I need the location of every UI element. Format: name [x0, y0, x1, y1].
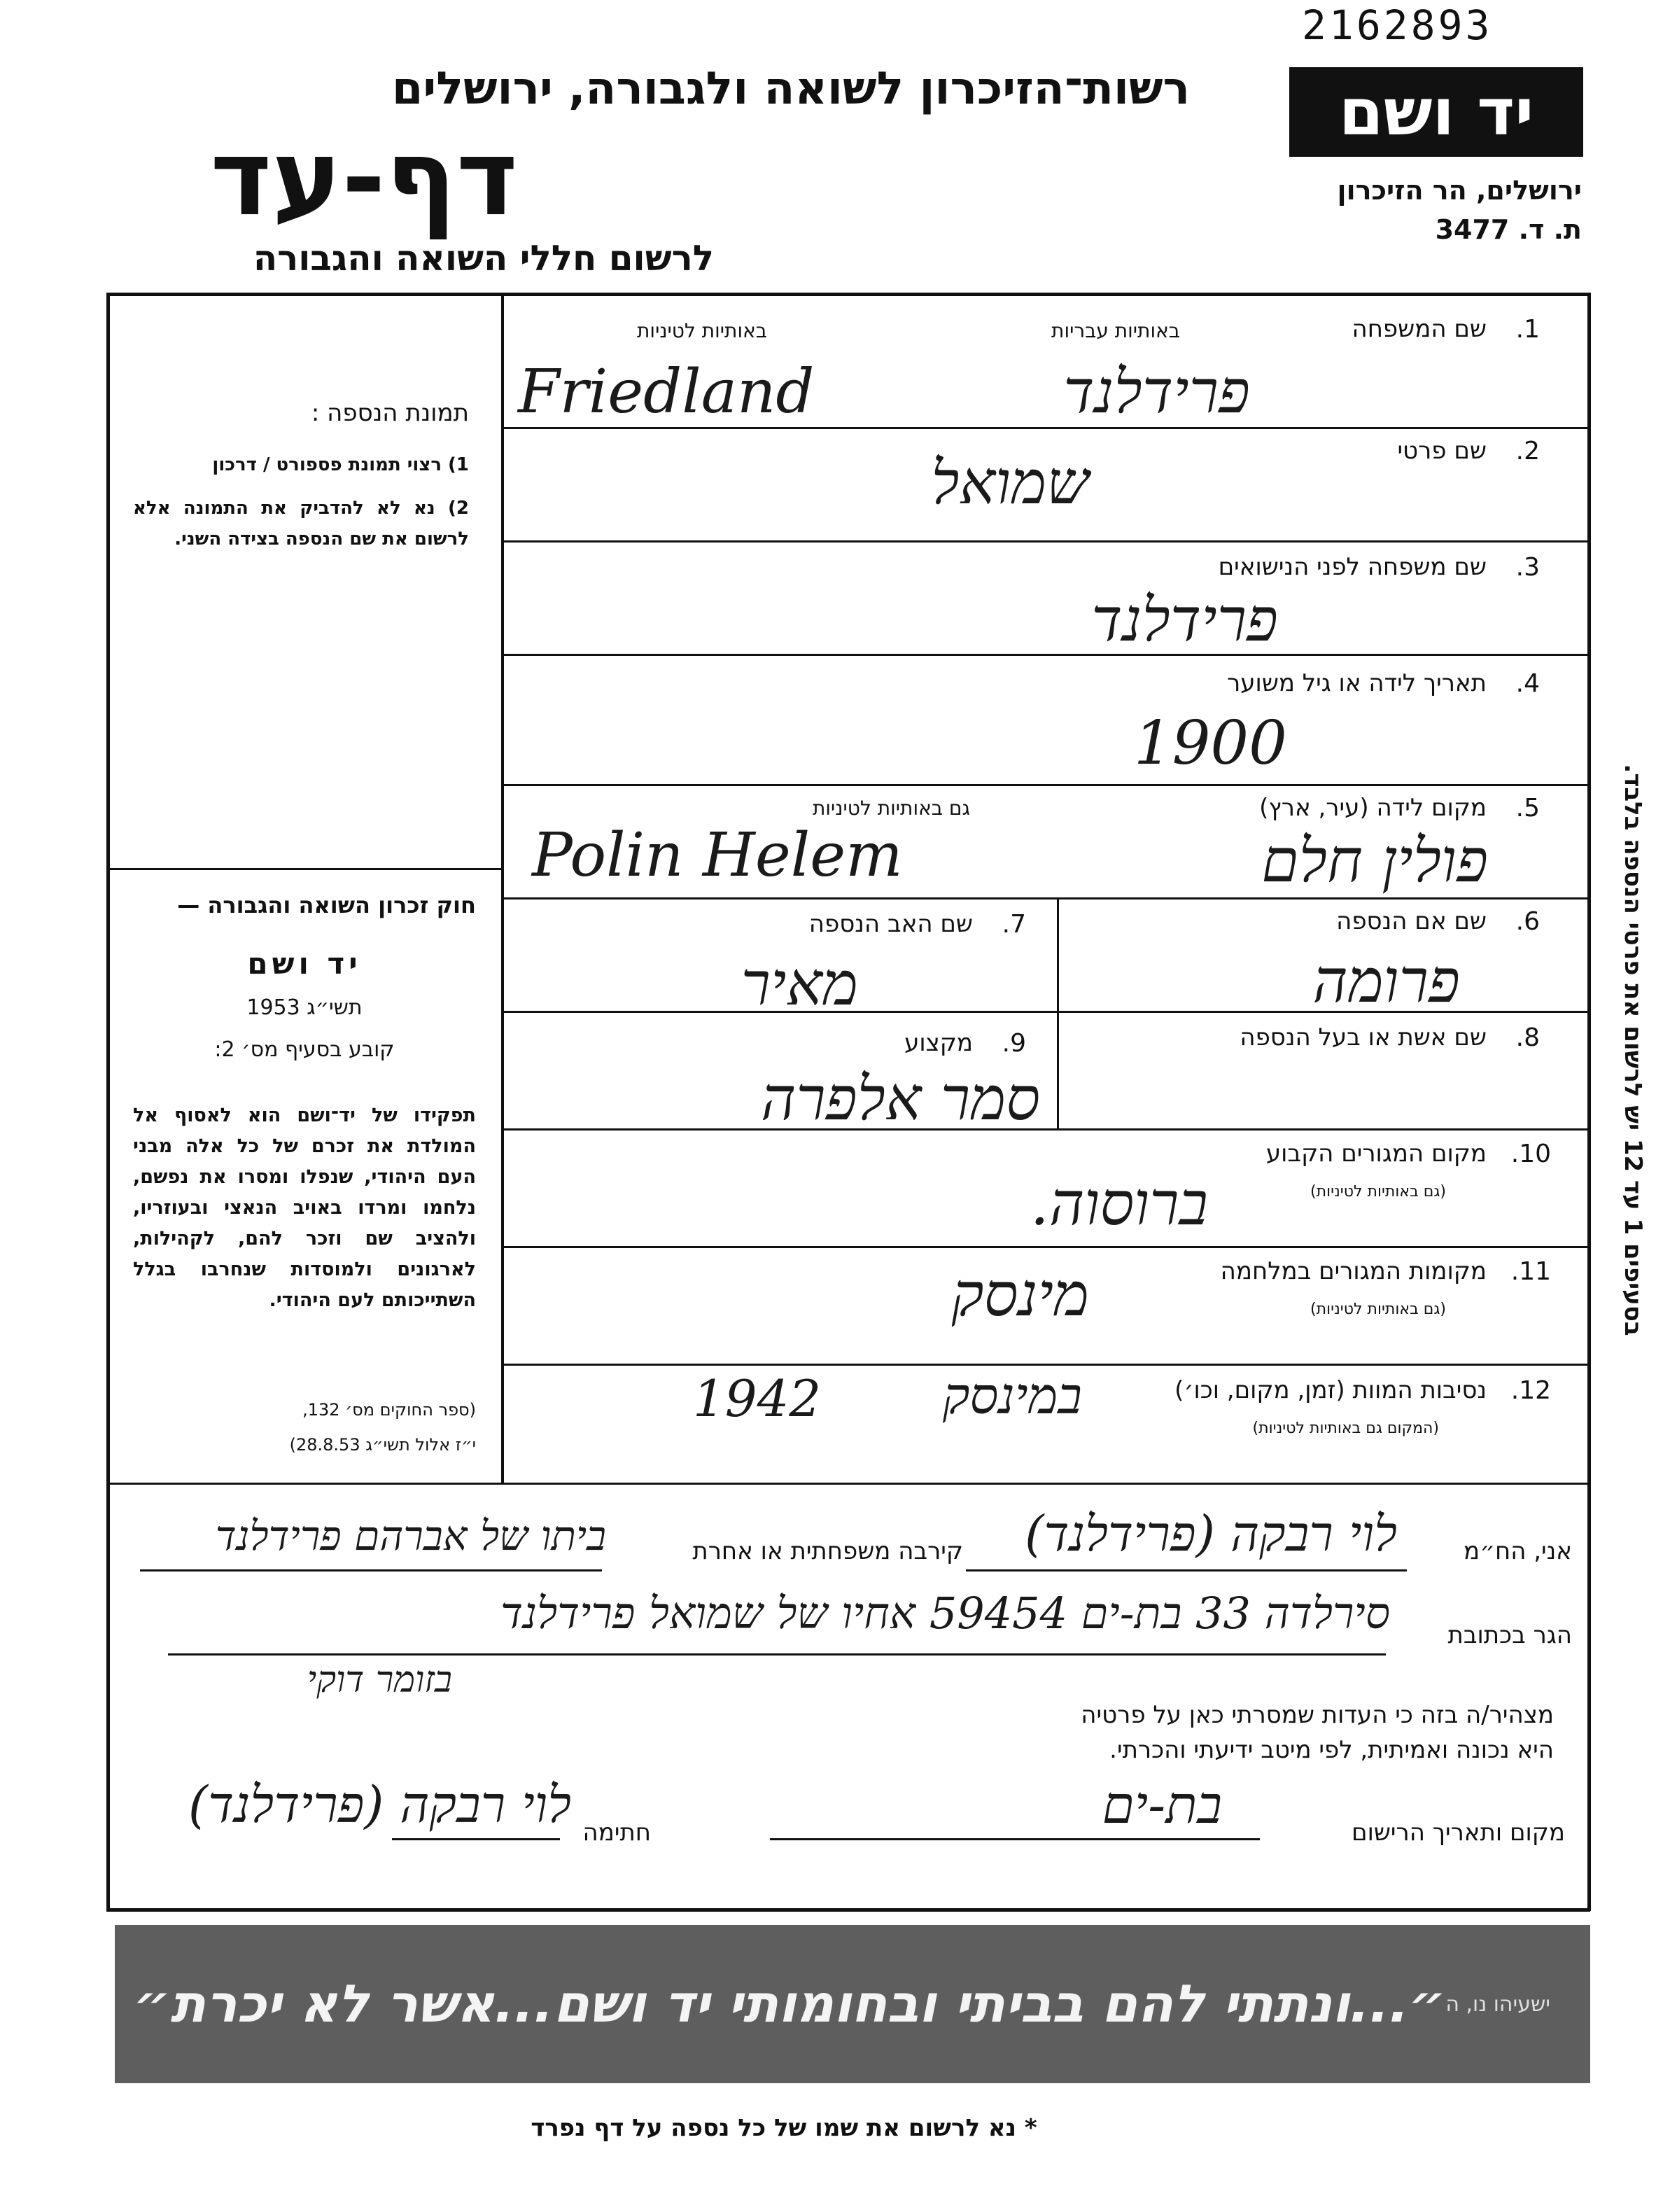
address-underline — [168, 1653, 1386, 1656]
address-label: הגר בכתובת — [1447, 1621, 1572, 1649]
field-7-label: שם האב הנספה — [808, 910, 973, 938]
field-3-value[interactable]: פרידלנד — [1091, 585, 1278, 655]
field-12-year-value[interactable]: 1942 — [693, 1369, 822, 1428]
field-10-number: 10. — [1510, 1140, 1551, 1168]
witness-value[interactable]: לוי רבקה (פרידלנד) — [1025, 1505, 1397, 1562]
field-4-label: תאריך לידה או גיל משוער — [1227, 669, 1487, 697]
left-box-divider — [106, 868, 503, 870]
footer-note: * נא לרשום את שמו של כל נספה על דף נפרד — [531, 2114, 1037, 2142]
field-1-latin-col: באותיות לטיניות — [637, 319, 767, 342]
row-sep — [503, 897, 1589, 899]
field-2-number: 2. — [1515, 437, 1540, 465]
field-11-sub: (גם באותיות לטיניות) — [1310, 1301, 1446, 1318]
field-9-value[interactable]: סמר אלפרה — [760, 1064, 1040, 1134]
row-sep — [503, 1128, 1589, 1130]
law-clause: קובע בסעיף מס׳ 2: — [214, 1037, 395, 1062]
form-border-bottom — [106, 1908, 1590, 1912]
field-12-sub: (המקום גם באותיות לטיניות) — [1252, 1420, 1439, 1437]
field-1-number: 1. — [1515, 315, 1540, 344]
form-border-left — [106, 293, 110, 1911]
declaration-statement-1: מצהיר/ה בזה כי העדות שמסרתי כאן על פרטיה — [1081, 1701, 1554, 1729]
relation-value[interactable]: ביתו של אברהם פרידלנד — [215, 1512, 606, 1560]
address-line-1: ירושלים, הר הזיכרון — [1337, 175, 1582, 206]
signature-underline — [392, 1838, 560, 1840]
yad-vashem-logo: יד ושם — [1289, 67, 1583, 157]
field-4-number: 4. — [1515, 669, 1540, 698]
witness-underline — [966, 1569, 1407, 1572]
photo-box-title: תמונת הנספה : — [311, 399, 469, 427]
row-sep — [503, 1246, 1589, 1248]
field-6-label: שם אם הנספה — [1336, 907, 1487, 935]
field-12-place-value[interactable]: במינסק — [942, 1366, 1082, 1425]
field-7-value[interactable]: מאיר — [741, 949, 858, 1019]
field-1-hebrew-value[interactable]: פרידלנד — [1063, 357, 1250, 427]
field-7-number: 7. — [1002, 910, 1026, 939]
relation-label: קירבה משפחתית או אחרת — [692, 1537, 963, 1565]
column-divider — [501, 293, 504, 1483]
field-11-value[interactable]: מינסק — [951, 1260, 1089, 1330]
signature-label: חתימה — [582, 1819, 651, 1847]
photo-box-note-1: 1) רצוי תמונת פספורט / דרכון — [212, 454, 469, 475]
law-source-2: י״ז אלול תשי״ג 28.8.53) — [289, 1435, 476, 1455]
law-year: תשי״ג 1953 — [246, 995, 363, 1020]
field-12-number: 12. — [1510, 1376, 1551, 1405]
field-5-latin-value[interactable]: Polin Helem — [532, 820, 903, 890]
serial-number: 2162893 — [1302, 1, 1493, 49]
place-date-underline — [770, 1838, 1260, 1840]
page-subtitle: לרשום חללי השואה והגבורה — [253, 238, 714, 279]
address-value[interactable]: סירלדה 33 בת-ים 59454 אחיו של שמואל פרידלנד — [500, 1588, 1390, 1639]
field-1-hebrew-col: באותיות עבריות — [1051, 319, 1180, 342]
form-border-top — [106, 293, 1590, 296]
row-sep — [503, 784, 1589, 786]
field-1-label: שם המשפחה — [1352, 315, 1487, 343]
field-2-label: שם פרטי — [1397, 437, 1487, 465]
field-5-latin-col: גם באותיות לטיניות — [813, 797, 970, 820]
field-3-label: שם משפחה לפני הנישואים — [1218, 553, 1487, 581]
page-title: דף-עד — [210, 118, 518, 239]
field-11-number: 11. — [1510, 1257, 1551, 1286]
field-5-hebrew-value[interactable]: פולין חלם — [1261, 826, 1488, 896]
field-11-label: מקומות המגורים במלחמה — [1220, 1257, 1487, 1285]
field-6-number: 6. — [1515, 907, 1540, 936]
field-2-value[interactable]: שמואל — [931, 448, 1089, 518]
law-title: חוק זכרון השואה והגבורה — — [177, 892, 476, 918]
quote-banner — [115, 1925, 1590, 2083]
signature-value[interactable]: לוי רבקה (פרידלנד) — [188, 1775, 571, 1834]
field-9-number: 9. — [1002, 1029, 1026, 1058]
authority-name: רשות־הזיכרון לשואה ולגבורה, ירושלים — [391, 63, 1190, 115]
relation-underline — [140, 1569, 602, 1572]
law-source-1: (ספר החוקים מס׳ 132, — [302, 1400, 476, 1420]
field-12-label: נסיבות המוות (זמן, מקום, וכו׳) — [1174, 1376, 1487, 1404]
field-10-value[interactable]: ברוסוה. — [1030, 1169, 1208, 1239]
photo-box-note-2: 2) נא לא להדביק את התמונה אלא לרשום את שם הנספה בצידה השני. — [133, 498, 469, 550]
form-border-right — [1587, 293, 1591, 1911]
field-10-label: מקום המגורים הקבוע — [1265, 1140, 1487, 1168]
field-6-value[interactable]: פרומה — [1312, 946, 1460, 1016]
place-date-value[interactable]: בת-ים — [1102, 1775, 1222, 1835]
row-sep — [503, 654, 1589, 656]
law-body: תפקידו של יד־ושם הוא לאסוף אל המולדת את זכרם של כל אלה מבני העם היהודי, שנפלו ומסרו את נפשם, נלחמו ומרדו באויב הנאצי ובעוזריו, ולהציב שם וזכר להם, לקהילות, לארגונים ולמוסדות שנחרבו בגלל השתייכותם לעם היהודי. — [133, 1105, 476, 1311]
declaration-divider — [106, 1483, 1590, 1485]
banner-source: ישעיהו נו, ה — [1445, 1991, 1550, 2017]
field-5-label: מקום לידה (עיר, ארץ) — [1259, 794, 1487, 822]
field-3-number: 3. — [1515, 553, 1540, 582]
address-line-2: ת. ד. 3477 — [1435, 214, 1582, 245]
field-4-value[interactable]: 1900 — [1134, 708, 1287, 778]
banner-quote: ״...ונתתי להם בביתי ובחומותי יד ושם...אשר לא יכרת״ — [134, 1974, 1446, 2034]
field-8-number: 8. — [1515, 1023, 1540, 1052]
field-8-label: שם אשת או בעל הנספה — [1240, 1023, 1487, 1051]
extra-note[interactable]: בזומר דוקי — [307, 1659, 452, 1701]
row-sep — [503, 427, 1589, 429]
row-sep — [503, 540, 1589, 542]
side-note: בסעיפים 1 עד 12 יש לרשום את פרטי הנספה בלבד. — [1619, 764, 1647, 1336]
row-sep — [503, 1364, 1589, 1366]
cell-divider — [1057, 897, 1059, 1128]
field-9-label: מקצוע — [904, 1029, 973, 1057]
declaration-statement-2: היא נכונה ואמיתית, לפי מיטב ידיעתי והכרתי. — [1109, 1736, 1554, 1764]
place-date-label: מקום ותאריך הרישום — [1352, 1819, 1565, 1847]
field-10-sub: (גם באותיות לטיניות) — [1310, 1183, 1446, 1200]
law-name: יד ושם — [247, 946, 362, 981]
field-1-latin-value[interactable]: Friedland — [518, 357, 815, 427]
field-5-number: 5. — [1515, 794, 1540, 822]
witness-label: אני, הח״מ — [1464, 1537, 1572, 1565]
